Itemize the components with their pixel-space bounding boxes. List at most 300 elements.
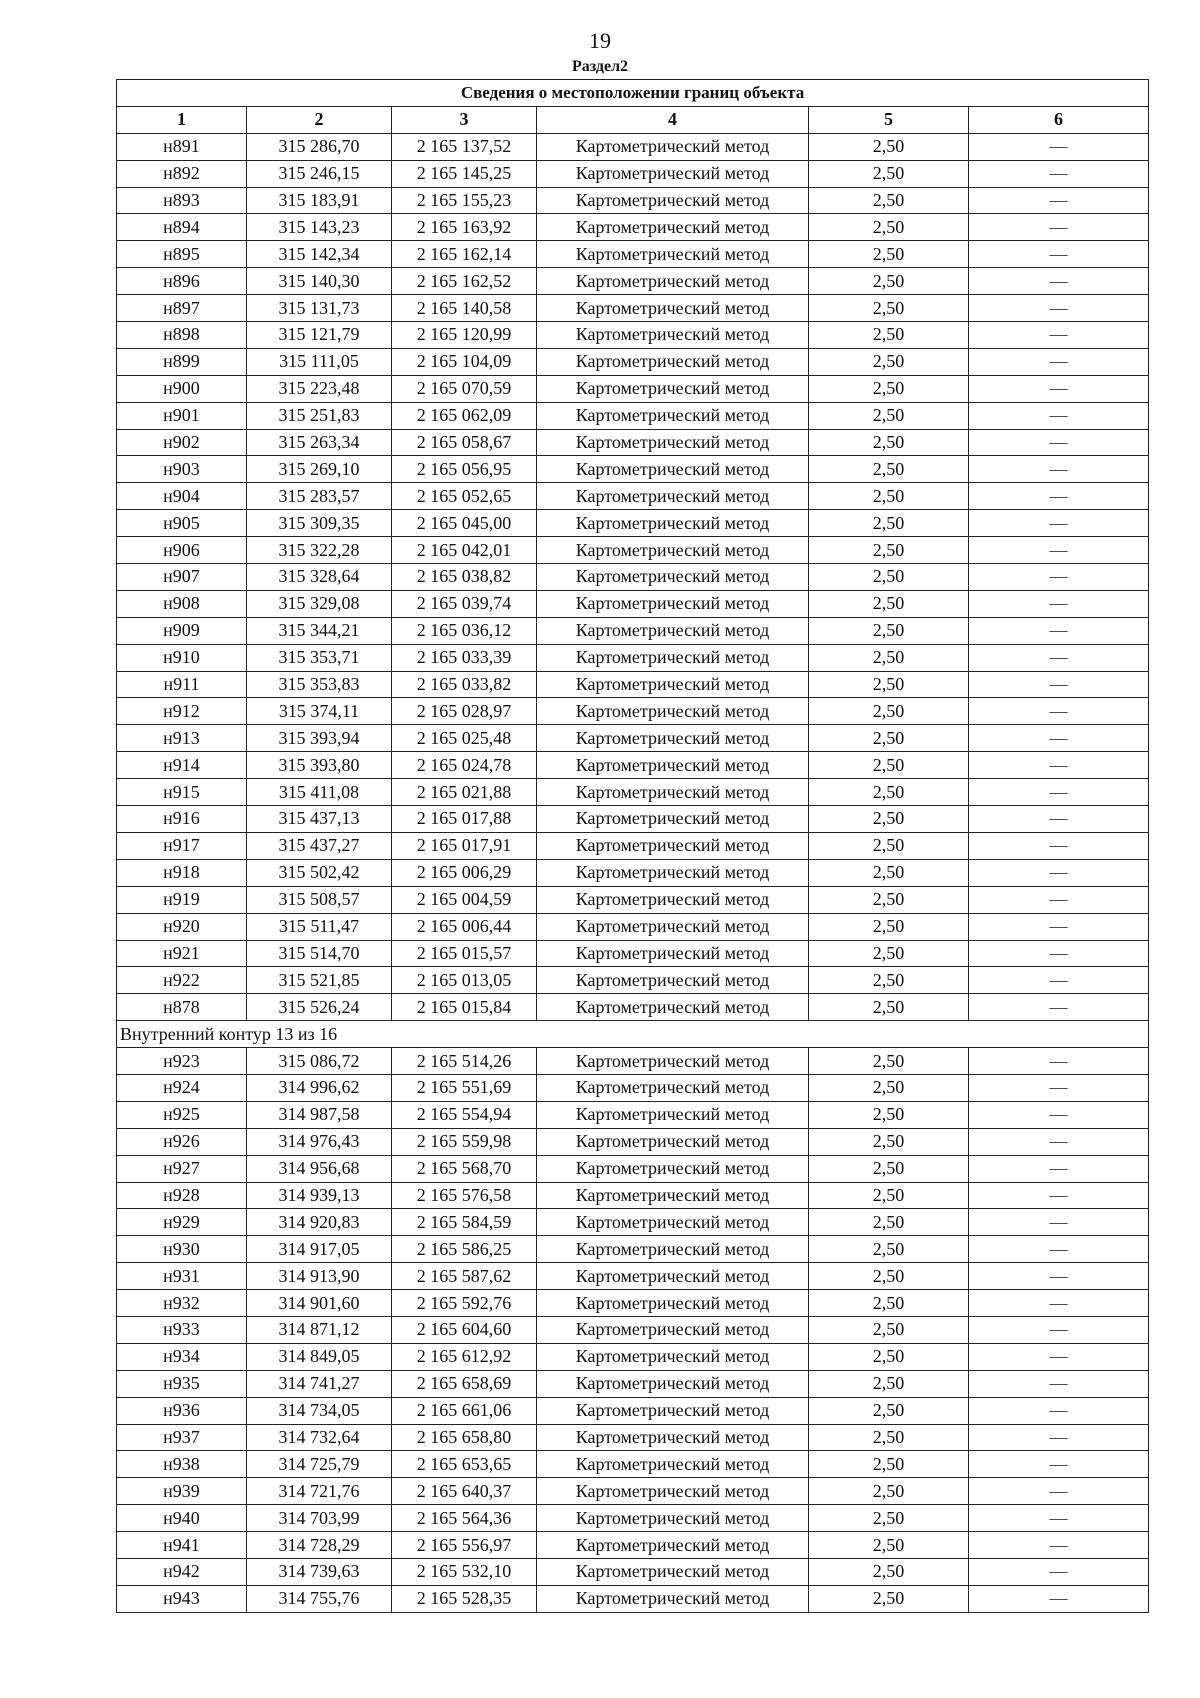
- cell-point-id: н893: [117, 187, 247, 214]
- cell-note: —: [969, 806, 1149, 833]
- table-row: [117, 1558, 1149, 1585]
- cell-coord-y: 2 165 559,98: [392, 1128, 537, 1155]
- cell-method: Картометрический метод: [537, 1532, 809, 1559]
- cell-note: —: [969, 510, 1149, 537]
- table-row: [117, 268, 1149, 295]
- cell-point-id: н935: [117, 1370, 247, 1397]
- cell-point-id: н911: [117, 671, 247, 698]
- table-row: [117, 1074, 1149, 1101]
- cell-note: —: [969, 1155, 1149, 1182]
- cell-accuracy: 2,50: [809, 402, 969, 429]
- cell-coord-y: 2 165 584,59: [392, 1209, 537, 1236]
- cell-coord-x: 314 849,05: [247, 1343, 392, 1370]
- cell-coord-x: 315 353,71: [247, 644, 392, 671]
- cell-method: Картометрический метод: [537, 214, 809, 241]
- cell-method: Картометрический метод: [537, 752, 809, 779]
- cell-coord-x: 314 755,76: [247, 1585, 392, 1612]
- cell-method: Картометрический метод: [537, 1182, 809, 1209]
- cell-method: Картометрический метод: [537, 1397, 809, 1424]
- cell-accuracy: 2,50: [809, 994, 969, 1021]
- cell-accuracy: 2,50: [809, 698, 969, 725]
- cell-accuracy: 2,50: [809, 322, 969, 349]
- cell-method: Картометрический метод: [537, 510, 809, 537]
- cell-method: Картометрический метод: [537, 241, 809, 268]
- cell-coord-x: 314 901,60: [247, 1290, 392, 1317]
- cell-point-id: н941: [117, 1532, 247, 1559]
- cell-note: —: [969, 1048, 1149, 1075]
- cell-accuracy: 2,50: [809, 268, 969, 295]
- cell-method: Картометрический метод: [537, 725, 809, 752]
- column-header-row: [117, 106, 1149, 133]
- cell-note: —: [969, 322, 1149, 349]
- cell-note: —: [969, 1558, 1149, 1585]
- cell-coord-x: 315 283,57: [247, 483, 392, 510]
- cell-coord-x: 315 251,83: [247, 402, 392, 429]
- cell-method: Картометрический метод: [537, 537, 809, 564]
- cell-method: Картометрический метод: [537, 617, 809, 644]
- cell-note: —: [969, 725, 1149, 752]
- cell-accuracy: 2,50: [809, 1128, 969, 1155]
- table-row: [117, 241, 1149, 268]
- cell-coord-y: 2 165 604,60: [392, 1316, 537, 1343]
- table-row: [117, 187, 1149, 214]
- cell-point-id: н931: [117, 1263, 247, 1290]
- cell-coord-y: 2 165 163,92: [392, 214, 537, 241]
- cell-accuracy: 2,50: [809, 160, 969, 187]
- cell-coord-x: 315 502,42: [247, 859, 392, 886]
- cell-note: —: [969, 375, 1149, 402]
- cell-point-id: н914: [117, 752, 247, 779]
- cell-coord-x: 315 374,11: [247, 698, 392, 725]
- table-row: [117, 160, 1149, 187]
- cell-note: —: [969, 967, 1149, 994]
- table-row: [117, 295, 1149, 322]
- cell-method: Картометрический метод: [537, 160, 809, 187]
- cell-note: —: [969, 671, 1149, 698]
- cell-note: —: [969, 1585, 1149, 1612]
- cell-accuracy: 2,50: [809, 617, 969, 644]
- cell-coord-y: 2 165 025,48: [392, 725, 537, 752]
- cell-note: —: [969, 1316, 1149, 1343]
- cell-coord-x: 314 917,05: [247, 1236, 392, 1263]
- cell-note: —: [969, 994, 1149, 1021]
- cell-method: Картометрический метод: [537, 133, 809, 160]
- cell-accuracy: 2,50: [809, 859, 969, 886]
- cell-note: —: [969, 348, 1149, 375]
- cell-accuracy: 2,50: [809, 806, 969, 833]
- cell-point-id: н909: [117, 617, 247, 644]
- table-row: [117, 617, 1149, 644]
- table-row: [117, 671, 1149, 698]
- cell-method: Картометрический метод: [537, 1048, 809, 1075]
- cell-point-id: н925: [117, 1101, 247, 1128]
- cell-note: —: [969, 564, 1149, 591]
- cell-coord-x: 315 142,34: [247, 241, 392, 268]
- cell-note: —: [969, 483, 1149, 510]
- cell-coord-y: 2 165 062,09: [392, 402, 537, 429]
- cell-point-id: н927: [117, 1155, 247, 1182]
- cell-coord-x: 314 732,64: [247, 1424, 392, 1451]
- cell-coord-y: 2 165 587,62: [392, 1263, 537, 1290]
- cell-coord-y: 2 165 155,23: [392, 187, 537, 214]
- cell-coord-x: 315 269,10: [247, 456, 392, 483]
- cell-method: Картометрический метод: [537, 1209, 809, 1236]
- cell-coord-x: 315 393,80: [247, 752, 392, 779]
- cell-point-id: н894: [117, 214, 247, 241]
- cell-point-id: н896: [117, 268, 247, 295]
- table-row: [117, 133, 1149, 160]
- cell-note: —: [969, 1182, 1149, 1209]
- cell-coord-x: 315 328,64: [247, 564, 392, 591]
- cell-coord-x: 315 508,57: [247, 886, 392, 913]
- cell-method: Картометрический метод: [537, 940, 809, 967]
- cell-accuracy: 2,50: [809, 590, 969, 617]
- cell-method: Картометрический метод: [537, 1074, 809, 1101]
- cell-coord-y: 2 165 661,06: [392, 1397, 537, 1424]
- table-row: [117, 913, 1149, 940]
- cell-note: —: [969, 779, 1149, 806]
- cell-coord-x: 315 246,15: [247, 160, 392, 187]
- cell-point-id: н907: [117, 564, 247, 591]
- cell-point-id: н891: [117, 133, 247, 160]
- cell-method: Картометрический метод: [537, 698, 809, 725]
- cell-method: Картометрический метод: [537, 1263, 809, 1290]
- cell-point-id: н903: [117, 456, 247, 483]
- table-row: [117, 752, 1149, 779]
- cell-accuracy: 2,50: [809, 1101, 969, 1128]
- cell-coord-y: 2 165 021,88: [392, 779, 537, 806]
- cell-coord-x: 315 393,94: [247, 725, 392, 752]
- cell-note: —: [969, 886, 1149, 913]
- cell-method: Картометрический метод: [537, 886, 809, 913]
- cell-coord-y: 2 165 038,82: [392, 564, 537, 591]
- cell-accuracy: 2,50: [809, 1424, 969, 1451]
- cell-coord-y: 2 165 033,39: [392, 644, 537, 671]
- cell-accuracy: 2,50: [809, 886, 969, 913]
- cell-note: —: [969, 1128, 1149, 1155]
- column-header: 3: [392, 106, 537, 133]
- cell-accuracy: 2,50: [809, 1585, 969, 1612]
- cell-note: —: [969, 133, 1149, 160]
- cell-point-id: н892: [117, 160, 247, 187]
- cell-coord-x: 315 143,23: [247, 214, 392, 241]
- cell-coord-y: 2 165 015,57: [392, 940, 537, 967]
- cell-coord-y: 2 165 137,52: [392, 133, 537, 160]
- cell-coord-x: 315 140,30: [247, 268, 392, 295]
- cell-coord-y: 2 165 592,76: [392, 1290, 537, 1317]
- cell-coord-y: 2 165 033,82: [392, 671, 537, 698]
- cell-coord-y: 2 165 017,88: [392, 806, 537, 833]
- cell-coord-y: 2 165 058,67: [392, 429, 537, 456]
- cell-point-id: н908: [117, 590, 247, 617]
- cell-method: Картометрический метод: [537, 1128, 809, 1155]
- cell-coord-y: 2 165 039,74: [392, 590, 537, 617]
- column-header: 1: [117, 106, 247, 133]
- cell-point-id: н938: [117, 1451, 247, 1478]
- cell-coord-x: 315 263,34: [247, 429, 392, 456]
- cell-coord-y: 2 165 145,25: [392, 160, 537, 187]
- cell-point-id: н922: [117, 967, 247, 994]
- cell-point-id: н913: [117, 725, 247, 752]
- cell-point-id: н943: [117, 1585, 247, 1612]
- cell-point-id: н933: [117, 1316, 247, 1343]
- cell-note: —: [969, 268, 1149, 295]
- cell-accuracy: 2,50: [809, 1048, 969, 1075]
- cell-accuracy: 2,50: [809, 510, 969, 537]
- cell-point-id: н915: [117, 779, 247, 806]
- cell-method: Картометрический метод: [537, 967, 809, 994]
- column-header: 6: [969, 106, 1149, 133]
- cell-method: Картометрический метод: [537, 1478, 809, 1505]
- cell-accuracy: 2,50: [809, 348, 969, 375]
- cell-note: —: [969, 859, 1149, 886]
- cell-point-id: н899: [117, 348, 247, 375]
- table-row: [117, 859, 1149, 886]
- cell-coord-y: 2 165 162,14: [392, 241, 537, 268]
- cell-method: Картометрический метод: [537, 348, 809, 375]
- cell-note: —: [969, 1424, 1149, 1451]
- table-row: [117, 1585, 1149, 1612]
- table-row: [117, 886, 1149, 913]
- cell-method: Картометрический метод: [537, 806, 809, 833]
- cell-method: Картометрический метод: [537, 832, 809, 859]
- section-title: Раздел2: [571, 58, 629, 75]
- table-row: [117, 940, 1149, 967]
- cell-accuracy: 2,50: [809, 1370, 969, 1397]
- cell-note: —: [969, 295, 1149, 322]
- cell-point-id: н932: [117, 1290, 247, 1317]
- cell-coord-y: 2 165 514,26: [392, 1048, 537, 1075]
- cell-coord-y: 2 165 004,59: [392, 886, 537, 913]
- table-row: [117, 537, 1149, 564]
- cell-coord-x: 315 131,73: [247, 295, 392, 322]
- column-header: 2: [247, 106, 392, 133]
- cell-coord-x: 314 920,83: [247, 1209, 392, 1236]
- cell-coord-y: 2 165 653,65: [392, 1451, 537, 1478]
- table-row: [117, 1478, 1149, 1505]
- cell-coord-x: 314 728,29: [247, 1532, 392, 1559]
- cell-coord-x: 314 956,68: [247, 1155, 392, 1182]
- cell-point-id: н942: [117, 1558, 247, 1585]
- cell-note: —: [969, 187, 1149, 214]
- table-row: [117, 1155, 1149, 1182]
- table-row: [117, 1290, 1149, 1317]
- cell-accuracy: 2,50: [809, 1316, 969, 1343]
- table-row: [117, 1182, 1149, 1209]
- cell-note: —: [969, 1101, 1149, 1128]
- table-row: [117, 456, 1149, 483]
- cell-accuracy: 2,50: [809, 456, 969, 483]
- table-row: [117, 1048, 1149, 1075]
- cell-method: Картометрический метод: [537, 913, 809, 940]
- cell-point-id: н917: [117, 832, 247, 859]
- cell-coord-x: 315 411,08: [247, 779, 392, 806]
- cell-point-id: н897: [117, 295, 247, 322]
- cell-point-id: н902: [117, 429, 247, 456]
- cell-method: Картометрический метод: [537, 1236, 809, 1263]
- table-row: [117, 1370, 1149, 1397]
- cell-point-id: н937: [117, 1424, 247, 1451]
- cell-coord-x: 314 734,05: [247, 1397, 392, 1424]
- cell-coord-y: 2 165 015,84: [392, 994, 537, 1021]
- cell-accuracy: 2,50: [809, 913, 969, 940]
- cell-accuracy: 2,50: [809, 967, 969, 994]
- cell-coord-y: 2 165 568,70: [392, 1155, 537, 1182]
- table-row: [117, 564, 1149, 591]
- table-row: [117, 1532, 1149, 1559]
- cell-coord-y: 2 165 028,97: [392, 698, 537, 725]
- table-row: [117, 429, 1149, 456]
- cell-point-id: н904: [117, 483, 247, 510]
- cell-coord-y: 2 165 556,97: [392, 1532, 537, 1559]
- cell-method: Картометрический метод: [537, 564, 809, 591]
- cell-method: Картометрический метод: [537, 1101, 809, 1128]
- cell-note: —: [969, 617, 1149, 644]
- cell-coord-y: 2 165 140,58: [392, 295, 537, 322]
- cell-accuracy: 2,50: [809, 1209, 969, 1236]
- cell-method: Картометрический метод: [537, 268, 809, 295]
- table-row: [117, 375, 1149, 402]
- cell-method: Картометрический метод: [537, 1505, 809, 1532]
- cell-coord-x: 314 739,63: [247, 1558, 392, 1585]
- cell-accuracy: 2,50: [809, 779, 969, 806]
- cell-point-id: н916: [117, 806, 247, 833]
- cell-point-id: н910: [117, 644, 247, 671]
- cell-note: —: [969, 913, 1149, 940]
- cell-accuracy: 2,50: [809, 725, 969, 752]
- cell-note: —: [969, 1451, 1149, 1478]
- cell-note: —: [969, 429, 1149, 456]
- table-row: [117, 402, 1149, 429]
- cell-point-id: н905: [117, 510, 247, 537]
- cell-note: —: [969, 1290, 1149, 1317]
- cell-method: Картометрический метод: [537, 375, 809, 402]
- cell-coord-y: 2 165 658,69: [392, 1370, 537, 1397]
- cell-method: Картометрический метод: [537, 1343, 809, 1370]
- cell-coord-x: 314 913,90: [247, 1263, 392, 1290]
- cell-coord-y: 2 165 006,29: [392, 859, 537, 886]
- cell-method: Картометрический метод: [537, 429, 809, 456]
- cell-coord-x: 315 322,28: [247, 537, 392, 564]
- cell-coord-y: 2 165 104,09: [392, 348, 537, 375]
- table-row: [117, 1424, 1149, 1451]
- coordinates-table: [116, 79, 1149, 1613]
- table-row: [117, 322, 1149, 349]
- table-row: [117, 510, 1149, 537]
- cell-coord-y: 2 165 564,36: [392, 1505, 537, 1532]
- cell-coord-y: 2 165 056,95: [392, 456, 537, 483]
- table-row: [117, 698, 1149, 725]
- cell-note: —: [969, 1343, 1149, 1370]
- table-row: [117, 1343, 1149, 1370]
- cell-method: Картометрический метод: [537, 590, 809, 617]
- cell-note: —: [969, 456, 1149, 483]
- cell-point-id: н921: [117, 940, 247, 967]
- cell-note: —: [969, 644, 1149, 671]
- cell-point-id: н926: [117, 1128, 247, 1155]
- cell-note: —: [969, 1532, 1149, 1559]
- table-row: [117, 348, 1149, 375]
- cell-note: —: [969, 1236, 1149, 1263]
- cell-point-id: н936: [117, 1397, 247, 1424]
- cell-coord-x: 315 511,47: [247, 913, 392, 940]
- cell-point-id: н912: [117, 698, 247, 725]
- cell-note: —: [969, 1263, 1149, 1290]
- cell-coord-y: 2 165 052,65: [392, 483, 537, 510]
- cell-accuracy: 2,50: [809, 940, 969, 967]
- cell-coord-x: 315 526,24: [247, 994, 392, 1021]
- table-row: [117, 967, 1149, 994]
- cell-accuracy: 2,50: [809, 214, 969, 241]
- cell-method: Картометрический метод: [537, 644, 809, 671]
- table-row: [117, 1209, 1149, 1236]
- cell-note: —: [969, 1505, 1149, 1532]
- cell-coord-x: 315 437,13: [247, 806, 392, 833]
- cell-note: —: [969, 160, 1149, 187]
- cell-coord-x: 314 703,99: [247, 1505, 392, 1532]
- cell-point-id: н934: [117, 1343, 247, 1370]
- cell-method: Картометрический метод: [537, 1370, 809, 1397]
- cell-accuracy: 2,50: [809, 1343, 969, 1370]
- table-row: [117, 644, 1149, 671]
- contour-label: Внутренний контур 13 из 16: [117, 1021, 1149, 1048]
- cell-accuracy: 2,50: [809, 564, 969, 591]
- contour-label-row: [117, 1021, 1149, 1048]
- cell-method: Картометрический метод: [537, 187, 809, 214]
- cell-accuracy: 2,50: [809, 1074, 969, 1101]
- table-row: [117, 1451, 1149, 1478]
- cell-method: Картометрический метод: [537, 322, 809, 349]
- table-row: [117, 1316, 1149, 1343]
- cell-method: Картометрический метод: [537, 295, 809, 322]
- cell-accuracy: 2,50: [809, 537, 969, 564]
- cell-note: —: [969, 214, 1149, 241]
- cell-accuracy: 2,50: [809, 1290, 969, 1317]
- page-number: 19: [589, 28, 611, 53]
- cell-point-id: н940: [117, 1505, 247, 1532]
- cell-method: Картометрический метод: [537, 779, 809, 806]
- cell-note: —: [969, 698, 1149, 725]
- table-row: [117, 806, 1149, 833]
- cell-coord-x: 314 976,43: [247, 1128, 392, 1155]
- column-header: 4: [537, 106, 809, 133]
- cell-note: —: [969, 1478, 1149, 1505]
- cell-coord-y: 2 165 162,52: [392, 268, 537, 295]
- table-row: [117, 1505, 1149, 1532]
- cell-method: Картометрический метод: [537, 1316, 809, 1343]
- cell-accuracy: 2,50: [809, 241, 969, 268]
- table-row: [117, 779, 1149, 806]
- cell-coord-x: 315 514,70: [247, 940, 392, 967]
- table-row: [117, 590, 1149, 617]
- cell-accuracy: 2,50: [809, 1558, 969, 1585]
- cell-accuracy: 2,50: [809, 1155, 969, 1182]
- cell-accuracy: 2,50: [809, 1263, 969, 1290]
- cell-note: —: [969, 402, 1149, 429]
- cell-note: —: [969, 537, 1149, 564]
- cell-method: Картометрический метод: [537, 483, 809, 510]
- cell-coord-x: 314 996,62: [247, 1074, 392, 1101]
- cell-coord-x: 315 344,21: [247, 617, 392, 644]
- cell-point-id: н919: [117, 886, 247, 913]
- cell-point-id: н895: [117, 241, 247, 268]
- cell-note: —: [969, 940, 1149, 967]
- table-row: [117, 1236, 1149, 1263]
- cell-accuracy: 2,50: [809, 752, 969, 779]
- table-row: [117, 832, 1149, 859]
- cell-accuracy: 2,50: [809, 1532, 969, 1559]
- cell-coord-y: 2 165 532,10: [392, 1558, 537, 1585]
